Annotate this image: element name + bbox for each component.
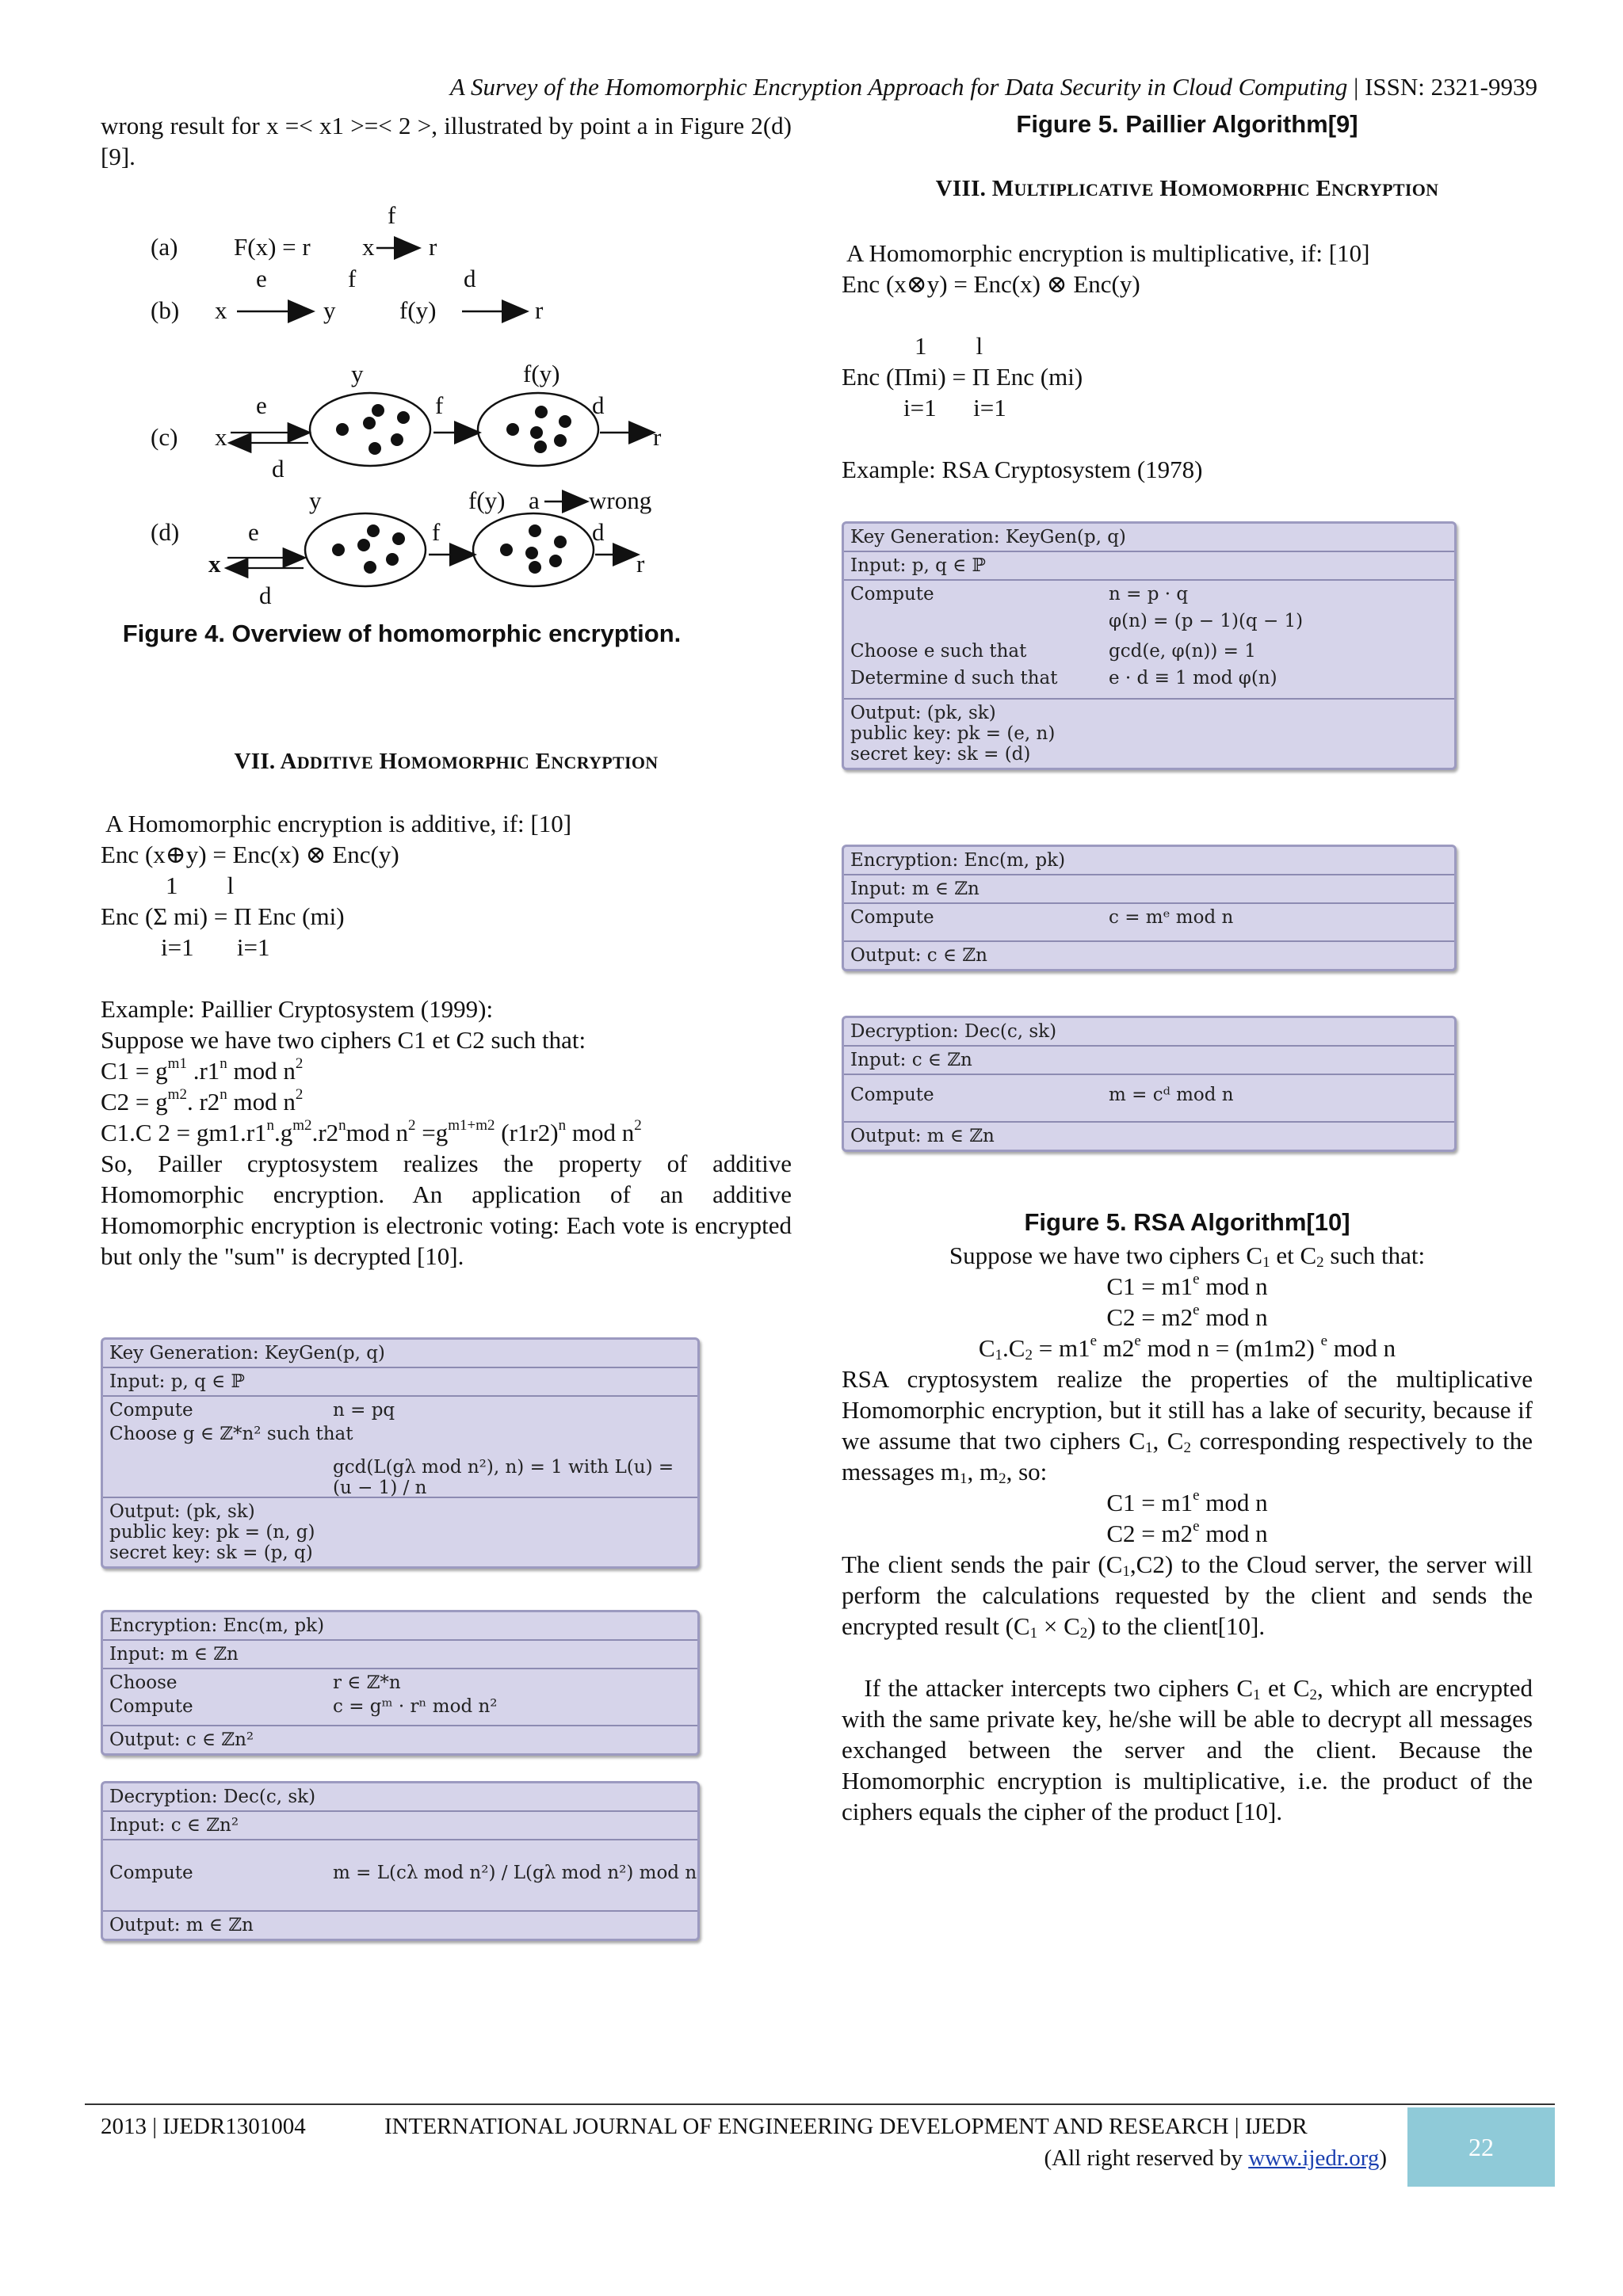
fig4-c-dlabel: d xyxy=(272,455,285,482)
left-intro xyxy=(101,110,792,172)
section-vii-w1-cap: A xyxy=(280,749,297,774)
paillier-keygen-compute xyxy=(103,1397,697,1498)
figure-5b-caption: Figure 5. RSA Algorithm[10] xyxy=(1024,1208,1350,1236)
section-viii-w2-rest: OMOMORPHIC xyxy=(1178,180,1310,200)
fig4-b-r: r xyxy=(535,296,544,324)
paillier-r-in: r ∈ ℤ*n xyxy=(333,1672,401,1693)
section-viii-w1-cap: M xyxy=(991,176,1014,201)
section-viii-num: VIII. xyxy=(935,176,987,201)
page-number: 22 xyxy=(1407,2107,1555,2187)
fig4-b-e: e xyxy=(256,265,267,292)
paillier-c1c2: C1.C $2 = gm1.r1^n.g^{m2}.r2^nmod$ $n^2 =g^{m1+m2}$ $(r1r2)^n$ mod $n^2$ xyxy=(101,1117,642,1146)
paillier-pk: public key: pk = (n, g) xyxy=(109,1522,315,1543)
paillier-dec-output: Output: m ∈ ℤn xyxy=(109,1915,254,1936)
multiplicative-definition: A Homomorphic encryption is multiplicative, if: [10] xyxy=(842,239,1370,267)
paillier-keygen-box xyxy=(101,1337,700,1569)
rsa-compute2-label: Compute xyxy=(850,907,934,928)
rsa-example: Example: RSA Cryptosystem (1978) xyxy=(842,456,1203,483)
fig4-c-f: f xyxy=(435,391,444,419)
rsa-c2-again: $C2 = m2^e$ mod n xyxy=(1106,1518,1268,1547)
fig4-c-fy: f(y) xyxy=(523,360,560,387)
rsa-dec-box xyxy=(842,1016,1457,1152)
rsa-m-eq: m = cᵈ mod n xyxy=(1109,1085,1234,1105)
fig4-a-fx: F(x) = r xyxy=(234,233,311,261)
section-vii-w1-rest: DDITIVE xyxy=(296,753,373,772)
rsa-keygen-output xyxy=(844,700,1454,768)
rsa-enc-output: Output: c ∈ ℤn xyxy=(850,945,987,966)
fig4-b-x: x xyxy=(215,296,227,324)
rsa-enc-input: Input: m ∈ ℤn xyxy=(844,875,1454,904)
rsa-n-eq: n = p · q xyxy=(1109,584,1189,605)
paillier-n-eq: n = pq xyxy=(333,1400,395,1421)
paillier-keygen-input: Input: p, q ∈ ℙ xyxy=(103,1368,697,1397)
paillier-compute2-label: Compute xyxy=(109,1696,193,1717)
rsa-c1c2: $C_1.C_2 = m1^e$ m2e mod n = (m1m2) $^e$ mod n xyxy=(978,1333,1396,1363)
rsa-output: Output: (pk, sk) xyxy=(850,703,996,723)
paillier-enc-box xyxy=(101,1610,700,1756)
paillier-m-eq: m = L(cλ mod n²) / L(gλ mod n²) mod n xyxy=(333,1863,697,1883)
fig4-d-f: f xyxy=(432,518,441,546)
fig4-d-wrong: wrong xyxy=(589,486,652,514)
footer-rights-text: (All right reserved by xyxy=(1044,2145,1249,2171)
multiplicative-index: i=1 i=1 xyxy=(903,394,1006,421)
paillier-compute3-label: Compute xyxy=(109,1863,193,1883)
rsa-pk: public key: pk = (e, n) xyxy=(850,723,1056,744)
section-vii-w2-cap: H xyxy=(379,749,398,774)
paillier-output: Output: (pk, sk) xyxy=(109,1501,255,1522)
additive-limits: 1 l xyxy=(166,871,235,899)
multiplicative-eq2: Enc (Πmi) = Π Enc (mi) xyxy=(842,363,1083,391)
fig4-c-dots1 xyxy=(336,404,410,455)
rsa-choose-e-label: Choose e such that xyxy=(850,641,1027,662)
fig4-c-x: x xyxy=(215,423,227,451)
rsa-suppose: Suppose we have two ciphers $C_1$ et $C_2$ such that: xyxy=(949,1241,1426,1271)
additive-definition: A Homomorphic encryption is additive, if: [10] xyxy=(101,810,572,837)
paillier-enc-input: Input: m ∈ ℤn xyxy=(103,1641,697,1669)
footer-rights xyxy=(872,2145,1387,2172)
fig4-d-e: e xyxy=(248,518,259,546)
fig4-c-dots2 xyxy=(506,406,571,453)
fig4-b-f: f xyxy=(348,265,357,292)
rsa-keygen-title: Key Generation: KeyGen(p, q) xyxy=(844,524,1454,552)
rsa-ed-eq: e · d ≡ 1 mod φ(n) xyxy=(1109,668,1277,688)
fig4-d-y: y xyxy=(309,486,322,514)
fig4-b-fy: f(y) xyxy=(399,296,437,324)
fig4-d-d: d xyxy=(592,518,605,546)
fig4-d-r: r xyxy=(636,550,645,578)
fig4-c-d: d xyxy=(592,391,605,419)
figure-4-caption: Figure 4. Overview of homomorphic encryption. xyxy=(122,620,682,647)
footer-website-link[interactable]: www.ijedr.org xyxy=(1248,2145,1380,2171)
fig4-a-f: f xyxy=(388,201,396,229)
rsa-determine-d-label: Determine d such that xyxy=(850,668,1058,688)
figure-4-diagram xyxy=(101,198,792,626)
fig4-a-r: r xyxy=(429,233,437,261)
section-viii-w1-rest: ULTIPLICATIVE xyxy=(1014,180,1154,200)
section-viii-w3-cap: E xyxy=(1316,176,1332,201)
section-vii-num: VII. xyxy=(234,749,276,774)
fig4-d-a: a xyxy=(529,486,540,514)
additive-index: i=1 i=1 xyxy=(161,933,270,961)
rsa-keygen-input: Input: p, q ∈ ℙ xyxy=(844,552,1454,581)
paillier-dec-compute xyxy=(103,1840,697,1912)
fig4-label-a: (a) xyxy=(151,233,178,261)
rsa-dec-title: Decryption: Dec(c, sk) xyxy=(844,1018,1454,1047)
rsa-enc-box xyxy=(842,845,1457,971)
fig4-c-set1 xyxy=(310,393,430,466)
section-vii-w3-rest: NCRYPTION xyxy=(551,753,659,772)
intro-paragraph: wrong result for x =< x1 >=< 2 >, illustrated by point a in Figure 2(d) [9]. xyxy=(101,112,792,170)
paillier-keygen-title: Key Generation: KeyGen(p, q) xyxy=(103,1340,697,1368)
header-title: A Survey of the Homomorphic Encryption Approach for Data Security in Cloud Computing xyxy=(449,73,1348,101)
rsa-c1: $C1 = m1^e$ mod n xyxy=(1106,1271,1268,1300)
paillier-choose-g-label: Choose g ∈ ℤ*n² such that xyxy=(109,1424,353,1444)
rsa-dec-output: Output: m ∈ ℤn xyxy=(850,1126,995,1146)
fig4-c-y: y xyxy=(351,360,364,387)
rsa-text-block xyxy=(842,1240,1539,1827)
rsa-enc-title: Encryption: Enc(m, pk) xyxy=(844,847,1454,875)
paillier-sk: secret key: sk = (p, q) xyxy=(109,1543,313,1563)
paillier-so-paragraph: So, Pailler cryptosystem realizes the property of additive Homomorphic encryption. An application of an additive Homomorphic encryption is electronic voting: Each vote is encrypted but only the "sum" is decrypted [10]. xyxy=(101,1150,792,1270)
rsa-compute-label: Compute xyxy=(850,584,934,605)
rsa-c1-again: $C1 = m1^e$ mod n xyxy=(1106,1487,1268,1516)
fig4-b-d: d xyxy=(464,265,476,292)
paillier-c1: $C1 = g^{m1}$ .r1$^n$ mod $n^2$ xyxy=(101,1055,304,1085)
rsa-keygen-compute xyxy=(844,581,1454,700)
fig4-b-y: y xyxy=(323,296,336,324)
paillier-dec-box xyxy=(101,1781,700,1941)
additive-eq1: Enc (x⊕y) = Enc(x) ⊗ Enc(y) xyxy=(101,841,399,868)
fig4-a-x: x xyxy=(362,233,375,261)
section-viii-w2-cap: H xyxy=(1159,176,1178,201)
fig4-d-dlabel: d xyxy=(259,582,272,609)
fig4-d-x: x xyxy=(208,550,221,578)
client-paragraph: The client sends the pair $(C_1,C2)$ to the Cloud server, the server will perform the calculations requested by the client and sends the encrypted result $(C_1 \times C_2)$ to the client[10]. xyxy=(842,1550,1533,1642)
paillier-example: Example: Paillier Cryptosystem (1999): xyxy=(101,995,494,1023)
figure-5a-caption: Figure 5. Paillier Algorithm[9] xyxy=(1016,110,1358,138)
paillier-choose-label: Choose xyxy=(109,1672,178,1693)
paillier-suppose: Suppose we have two ciphers C1 et C2 such that: xyxy=(101,1026,586,1054)
rsa-c2: $C2 = m2^e$ mod n xyxy=(1106,1302,1268,1331)
footer-rule xyxy=(85,2103,1555,2105)
rsa-compute3-label: Compute xyxy=(850,1085,934,1105)
fig4-label-d: (d) xyxy=(151,518,180,546)
additive-eq2: Enc (Σ mi) = Π Enc (mi) xyxy=(101,902,345,930)
rsa-enc-compute xyxy=(844,904,1454,942)
fig4-d-dots2 xyxy=(500,524,567,574)
rsa-security-paragraph: RSA cryptosystem realize the properties of the multiplicative Homomorphic encryption, but it still has a lake of security, because if we assume that two ciphers $C_1$, $C_2$ corresponding respectively to the messages $m_1$, $m_2$, so: xyxy=(842,1365,1533,1487)
additive-block xyxy=(101,808,792,1272)
section-vii-w3-cap: E xyxy=(535,749,552,774)
running-header xyxy=(341,73,1537,101)
paillier-enc-title: Encryption: Enc(m, pk) xyxy=(103,1612,697,1641)
section-viii-w3-rest: NCRYPTION xyxy=(1331,180,1439,200)
rsa-keygen-box xyxy=(842,521,1457,770)
header-issn: | ISSN: 2321-9939 xyxy=(1354,73,1537,101)
section-viii-heading xyxy=(842,176,1533,202)
fig4-c-r: r xyxy=(653,423,662,451)
section-vii-heading xyxy=(101,749,792,775)
multiplicative-block xyxy=(842,238,1533,485)
paillier-dec-input: Input: c ∈ ℤn² xyxy=(103,1812,697,1840)
rsa-c-eq: c = mᵉ mod n xyxy=(1109,907,1234,928)
fig4-d-fy: f(y) xyxy=(468,486,506,514)
multiplicative-limits: 1 l xyxy=(915,332,983,360)
rsa-dec-input: Input: c ∈ ℤn xyxy=(844,1047,1454,1075)
fig4-d-dots1 xyxy=(332,524,405,574)
paillier-c2: $C2 = g^{m2}$. r2$^n$ mod $n^2$ xyxy=(101,1086,304,1116)
paillier-c-eq: c = gᵐ · rⁿ mod n² xyxy=(333,1696,498,1717)
paillier-enc-output: Output: c ∈ ℤn² xyxy=(109,1730,254,1750)
fig4-label-c: (c) xyxy=(151,423,178,451)
attacker-paragraph: If the attacker intercepts two ciphers $C_1$ et $C_2$, which are encrypted with the same private key, he/she will be able to decrypt all messages exchanged between the server and the client. Because the Homomorphic encryption is multiplicative, i.e. the product of the ciphers equals the cipher of the product [10]. xyxy=(842,1674,1539,1825)
footer-journal: INTERNATIONAL JOURNAL OF ENGINEERING DEVELOPMENT AND RESEARCH | IJEDR xyxy=(384,2114,1308,2139)
paillier-dec-title: Decryption: Dec(c, sk) xyxy=(103,1783,697,1812)
paillier-keygen-output xyxy=(103,1498,697,1566)
rsa-sk: secret key: sk = (d) xyxy=(850,744,1031,765)
paillier-gcd-eq: gcd(L(gλ mod n²), n) = 1 with L(u) = (u − 1) / n xyxy=(333,1457,674,1498)
rsa-gcd-eq: gcd(e, φ(n)) = 1 xyxy=(1109,641,1256,662)
multiplicative-eq1: Enc (x⊗y) = Enc(x) ⊗ Enc(y) xyxy=(842,270,1140,298)
footer-issue: 2013 | IJEDR1301004 xyxy=(101,2114,306,2139)
section-vii-w2-rest: OMOMORPHIC xyxy=(397,753,530,772)
rsa-phi-eq: φ(n) = (p − 1)(q − 1) xyxy=(1109,611,1304,631)
rsa-dec-compute xyxy=(844,1075,1454,1123)
paillier-enc-compute xyxy=(103,1669,697,1726)
fig4-c-e: e xyxy=(256,391,267,419)
footer-rights-close: ) xyxy=(1379,2145,1387,2171)
fig4-label-b: (b) xyxy=(151,296,180,324)
paillier-compute-label: Compute xyxy=(109,1400,193,1421)
